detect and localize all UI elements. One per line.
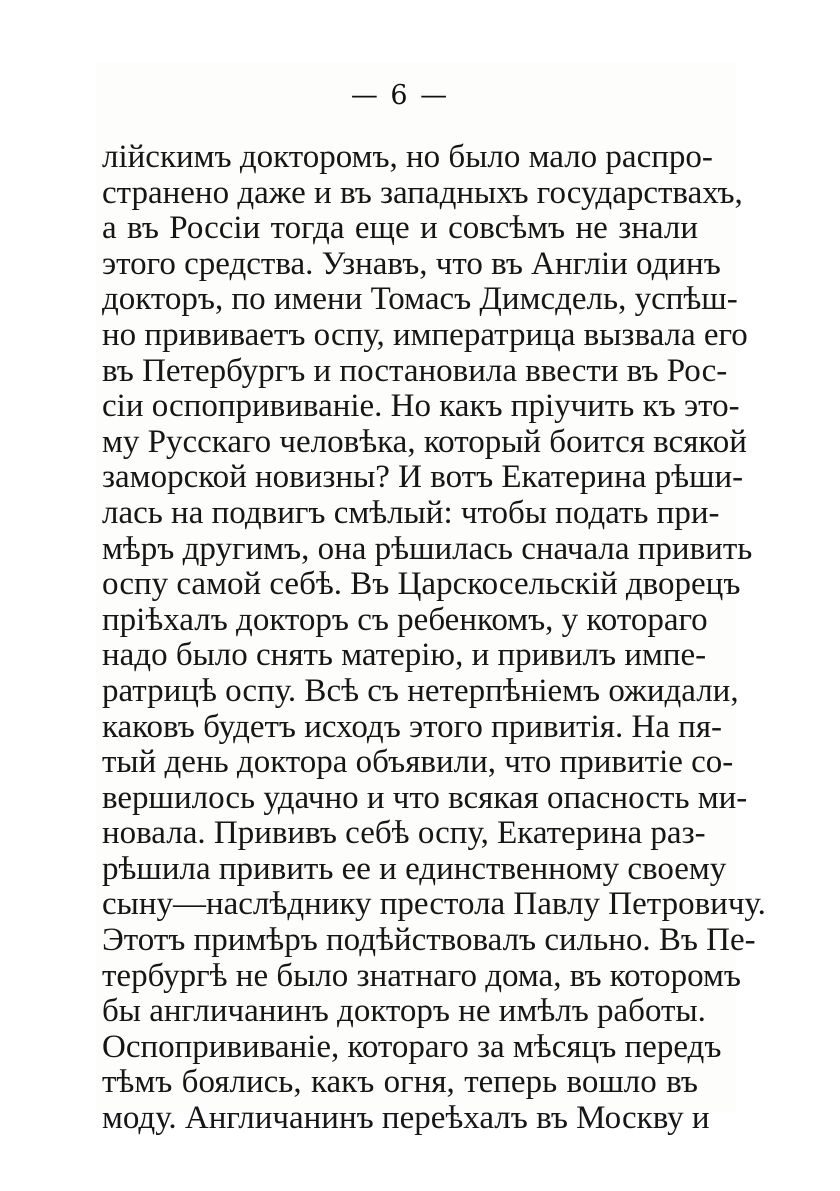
text-line: докторъ, по имени Томасъ Димсдель, успѣш- <box>102 281 738 318</box>
text-line: тый день доктора объявили, что привитіе со- <box>102 744 734 781</box>
text-line: новала. Прививъ себѣ оспу, Екатерина раз- <box>102 815 706 852</box>
text-line: ратрицѣ оспу. Всѣ съ нетерпѣніемъ ожидали, <box>102 672 739 709</box>
text-line: надо было снять матерію, и привилъ импе- <box>102 637 707 674</box>
page-number: — 6 — <box>350 80 450 111</box>
text-line: тѣмъ боялись, какъ огня, теперь вошло въ <box>102 1064 698 1101</box>
text-line: оспу самой себѣ. Въ Царскосельскій дворецъ <box>102 566 741 603</box>
text-line: сіи оспопрививаніе. Но какъ пріучить къ это- <box>102 388 740 425</box>
text-line: му Русскаго человѣка, который боится всякой <box>102 423 747 460</box>
text-line: бы англичанинъ докторъ не имѣлъ работы. <box>102 993 706 1030</box>
text-line: заморской новизны? И вотъ Екатерина рѣши- <box>102 459 744 496</box>
text-line: странено даже и въ западныхъ государствахъ, <box>102 174 743 211</box>
text-line: мѣръ другимъ, она рѣшилась сначала привить <box>102 530 753 567</box>
text-line: вершилось удачно и что всякая опасность ми- <box>102 779 748 816</box>
body-text <box>102 139 766 1137</box>
text-line: рѣшила привить ее и единственному своему <box>102 850 727 887</box>
text-line: тербургѣ не было знатнаго дома, въ которомъ <box>102 957 741 994</box>
text-line: пріѣхалъ докторъ съ ребенкомъ, у котораго <box>102 601 708 638</box>
text-line: сыну—наслѣднику престола Павлу Петровичу. <box>102 886 766 923</box>
text-line: каковъ будетъ исходъ этого привитія. На пя- <box>102 708 723 745</box>
text-line: но прививаетъ оспу, императрица вызвала его <box>102 316 748 353</box>
text-line: моду. Англичанинъ переѣхалъ въ Москву и <box>102 1100 710 1137</box>
text-line: а въ Россіи тогда еще и совсѣмъ не знали <box>102 210 698 247</box>
text-line: Оспопрививаніе, котораго за мѣсяцъ передъ <box>102 1028 722 1065</box>
text-line: этого средства. Узнавъ, что въ Англіи одинъ <box>102 245 721 282</box>
text-line: лійскимъ докторомъ, но было мало распро- <box>102 139 713 175</box>
text-line: лась на подвигъ смѣлый: чтобы подать при- <box>102 494 720 531</box>
text-line: Этотъ примѣръ подѣйствовалъ сильно. Въ Пе- <box>102 922 756 959</box>
text-line: въ Петербургъ и постановила ввести въ Рос- <box>102 352 728 389</box>
